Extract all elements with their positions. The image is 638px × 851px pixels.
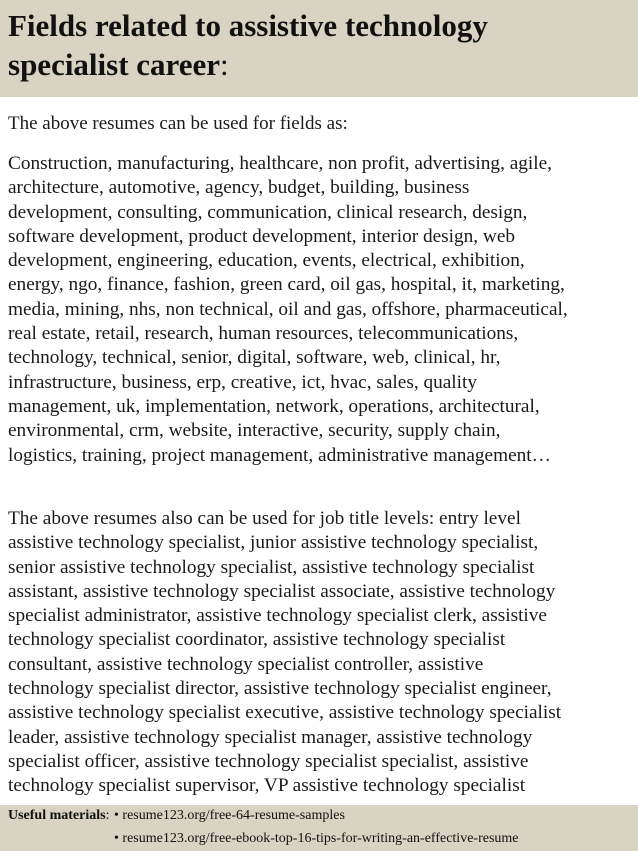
levels-line: consultant, assistive technology specialist controller, assistive (8, 653, 484, 675)
useful-materials-label (8, 806, 109, 826)
fields-line: energy, ngo, finance, fashion, green card, oil gas, hospital, it, marketing, (8, 274, 565, 296)
fields-line: logistics, training, project management, administrative management… (8, 444, 551, 466)
fields-line: development, consulting, communication, clinical research, design, (8, 201, 528, 223)
levels-line: technology specialist supervisor, VP assistive technology specialist (8, 775, 526, 797)
fields-line: Construction, manufacturing, healthcare, non profit, advertising, agile, (8, 153, 552, 174)
levels-line: specialist officer, assistive technology specialist specialist, assistive (8, 750, 529, 772)
useful-materials-colon: : (105, 808, 110, 823)
levels-line: assistive technology specialist, junior assistive technology specialist, (8, 532, 539, 554)
footer-band (0, 805, 638, 851)
levels-line: assistant, assistive technology specialist associate, assistive technology (8, 580, 556, 602)
title-colon: : (220, 47, 229, 82)
fields-line: real estate, retail, research, human resources, telecommunications, (8, 323, 519, 345)
levels-line: technology specialist director, assistive technology specialist engineer, (8, 678, 552, 700)
levels-line: assistive technology specialist executive, assistive technology specialist (8, 702, 562, 724)
title-line-2: specialist career (8, 47, 221, 82)
fields-line: management, uk, implementation, network, operations, architectural, (8, 395, 540, 417)
fields-paragraph (8, 152, 634, 468)
levels-line: specialist administrator, assistive technology specialist clerk, assistive (8, 605, 547, 627)
title-line-1: Fields related to assistive technology (8, 8, 488, 43)
fields-line: architecture, automotive, agency, budget, building, business (8, 177, 470, 199)
fields-line: development, engineering, education, events, electrical, exhibition, (8, 250, 525, 272)
intro-text: The above resumes can be used for fields as: (8, 113, 348, 134)
fields-line: infrastructure, business, erp, creative, ict, hvac, sales, quality (8, 371, 478, 393)
levels-line: leader, assistive technology specialist manager, assistive technology (8, 726, 533, 748)
fields-line: environmental, crm, website, interactive, security, supply chain, (8, 420, 501, 442)
levels-line: The above resumes also can be used for job title levels: entry level (8, 508, 521, 529)
job-levels-paragraph (8, 507, 634, 799)
resume-samples-link[interactable]: • resume123.org/free-64-resume-samples (114, 808, 345, 823)
fields-line: media, mining, nhs, non technical, oil and gas, offshore, pharmaceutical, (8, 298, 568, 320)
useful-materials-text: Useful materials (8, 808, 106, 823)
page-title (8, 6, 628, 84)
header-band (0, 0, 638, 97)
levels-line: senior assistive technology specialist, assistive technology specialist (8, 556, 535, 578)
levels-line: technology specialist coordinator, assistive technology specialist (8, 629, 506, 651)
ebook-tips-link[interactable]: • resume123.org/free-ebook-top-16-tips-for-writing-an-effective-resume (114, 831, 519, 846)
fields-line: technology, technical, senior, digital, software, web, clinical, hr, (8, 347, 501, 369)
fields-line: software development, product development, interior design, web (8, 225, 516, 247)
